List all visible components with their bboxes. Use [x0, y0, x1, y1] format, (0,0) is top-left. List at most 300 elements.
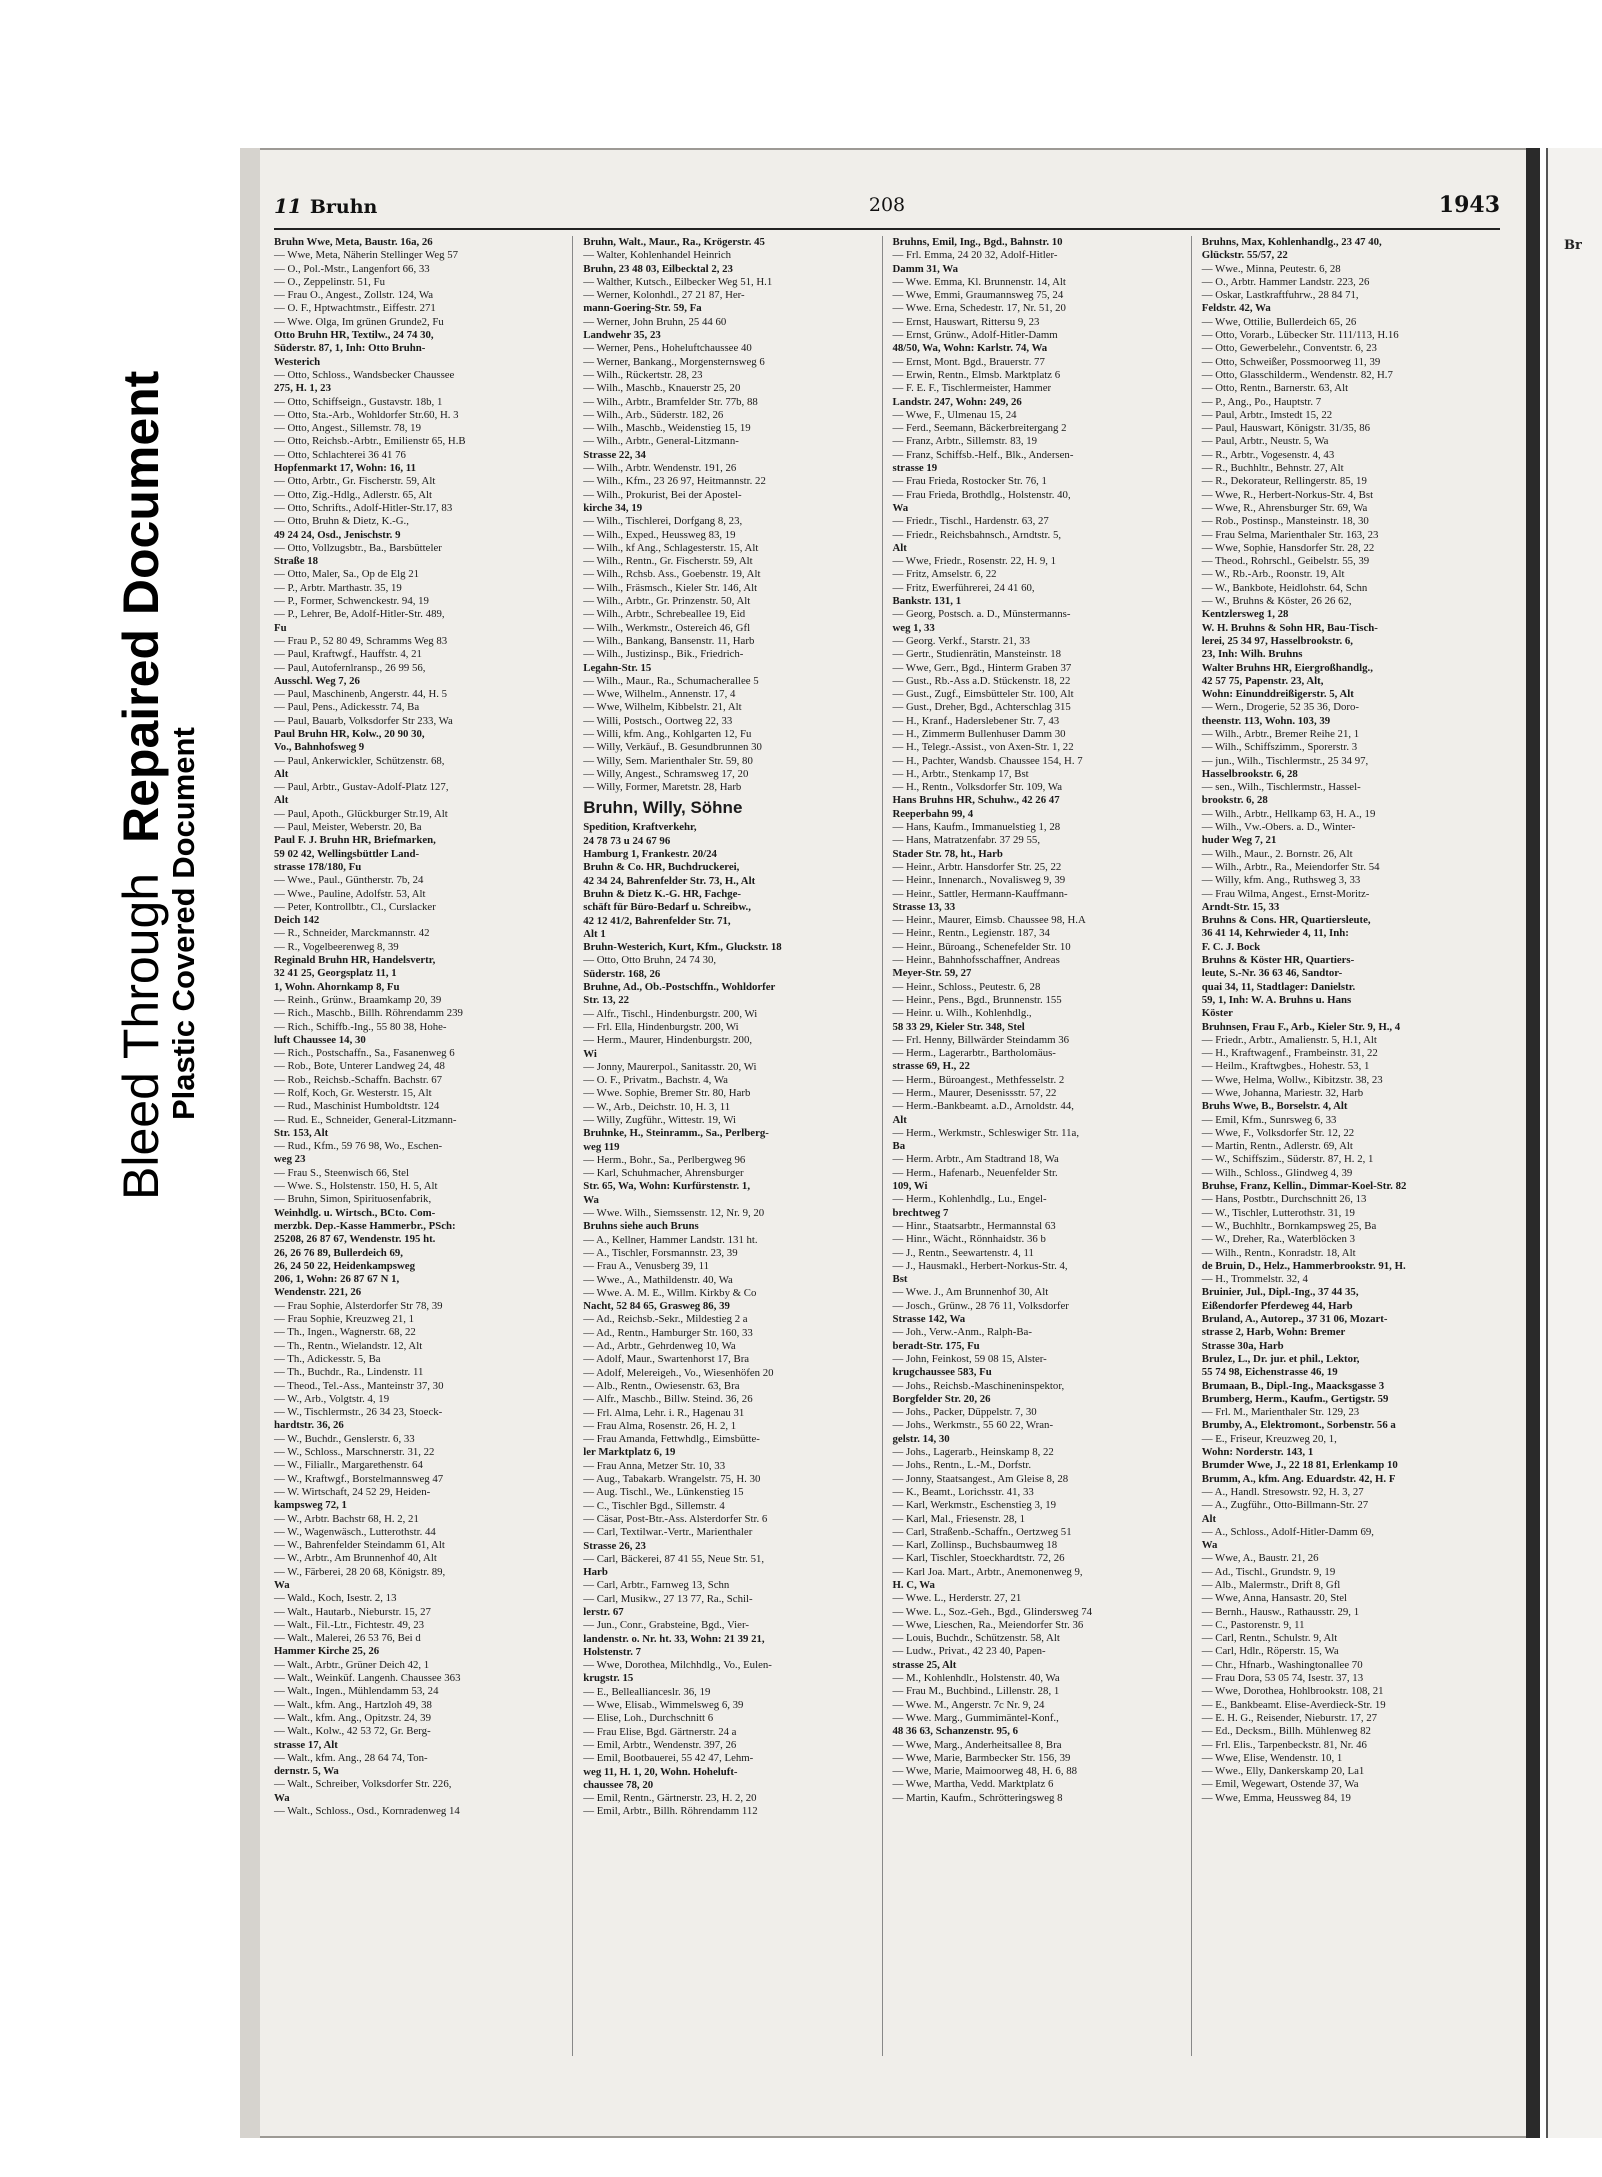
directory-entry: 275, H. 1, 23 [274, 382, 331, 395]
directory-entry: — Otto, Schloss., Wandsbecker Chaussee [274, 368, 455, 381]
directory-entry: — Rich., Maschb., Billh. Röhrendamm 239 [274, 1007, 463, 1020]
directory-entry: — Paul, Bauarb, Volksdorfer Str 233, Wa [274, 714, 453, 727]
directory-entry: — W., Arbtr. Bachstr 68, H. 2, 21 [274, 1512, 419, 1525]
directory-entry: — Gertr., Studienrätin, Mansteinstr. 18 [892, 648, 1062, 661]
directory-entry: krugstr. 15 [583, 1672, 634, 1685]
directory-entry: — Wilh., Prokurist, Bei der Apostel- [583, 488, 742, 501]
directory-entry: 24 78 73 u 24 67 96 [583, 834, 671, 847]
directory-entry: — Georg, Postsch. a. D., Münstermanns- [892, 608, 1071, 621]
directory-entry: — Wwe, Sophie, Hansdorfer Str. 28, 22 [1201, 541, 1375, 554]
directory-entry: — W., Arbtr., Am Brunnenhof 40, Alt [274, 1552, 437, 1565]
directory-entry: Bruhn, 23 48 03, Eilbecktal 2, 23 [583, 262, 733, 275]
directory-entry: Bruhn & Dietz K.-G. HR, Fachge- [583, 887, 741, 900]
directory-entry: — Otto, Angest., Sillemstr. 78, 19 [274, 422, 421, 435]
directory-entry: — Willy, Angest., Schramsweg 17, 20 [583, 767, 749, 780]
directory-entry: — Wilh., Schiffszimm., Sporerstr. 3 [1201, 741, 1358, 754]
directory-entry: Bruhnke, H., Steinramm., Sa., Perlberg- [583, 1127, 769, 1140]
directory-entry: — Herm., Maurer, Desenissstr. 57, 22 [892, 1087, 1057, 1099]
directory-entry: — Elise, Loh., Durchschnitt 6 [583, 1712, 714, 1725]
directory-entry: — Walt., Arbtr., Grüner Deich 42, 1 [274, 1658, 430, 1671]
directory-entry: — Otto, Zig.-Hdlg., Adlerstr. 65, Alt [274, 488, 433, 501]
directory-entry: — Walt., Kolw., 42 53 72, Gr. Berg- [274, 1725, 431, 1738]
directory-entry: — Werner, Pens., Hoheluftchaussee 40 [583, 342, 752, 355]
directory-entry: — W., Schloss., Marschnerstr. 31, 22 [274, 1446, 435, 1459]
directory-entry: — Frau Selma, Marienthaler Str. 163, 23 [1201, 528, 1379, 541]
scan-binding-edge [1526, 148, 1540, 2138]
directory-entry: — W., Bankbote, Heidlohstr. 64, Schn [1201, 581, 1368, 594]
directory-entry: Brumm, A., kfm. Ang. Eduardstr. 42, H. F [1201, 1472, 1396, 1485]
directory-entry: — jun., Wilh., Tischlermstr., 25 34 97, [1201, 754, 1369, 767]
directory-entry: — Rich., Postschaffn., Sa., Fasanenweg 6 [274, 1047, 455, 1060]
directory-entry: — Wwe., A., Mathildenstr. 40, Wa [583, 1273, 733, 1286]
directory-entry: — Wilh., Tischlerei, Dorfgang 8, 23, [583, 515, 743, 528]
directory-entry: Strasse 142, Wa [892, 1313, 966, 1326]
directory-entry: — Wwe., Elly, Dankerskamp 20, La1 [1201, 1765, 1365, 1778]
directory-entry: 55 74 98, Eichenstrasse 46, 19 [1201, 1366, 1338, 1379]
directory-entry: — Paul, Maschinenb, Angerstr. 44, H. 5 [274, 688, 448, 701]
directory-entry: Wa [274, 1578, 290, 1591]
directory-entry: — E., Belleallianceslr. 36, 19 [583, 1685, 711, 1698]
directory-entry: theenstr. 113, Wohn. 103, 39 [1201, 714, 1331, 727]
directory-entry: — Wwe, Elisab., Wimmelsweg 6, 39 [583, 1699, 744, 1712]
directory-entry: Hopfenmarkt 17, Wohn: 16, 11 [274, 462, 416, 475]
directory-entry: — Th., Adickesstr. 5, Ba [274, 1352, 381, 1365]
directory-entry: — O. F., Privatm., Bachstr. 4, Wa [583, 1074, 728, 1087]
side-label-bleed-through: Bleed Through Repaired Document [113, 370, 169, 1200]
directory-entry: Arndt-Str. 15, 33 [1201, 900, 1280, 913]
directory-entry: — H., Pachter, Wandsb. Chaussee 154, H. 7 [892, 754, 1083, 767]
directory-entry: — Otto, Arbtr., Gr. Fischerstr. 59, Alt [274, 475, 436, 488]
directory-entry: Wohn: Einunddreißigerstr. 5, Alt [1201, 688, 1354, 701]
directory-entry: — Ad., Arbtr., Gehrdenweg 10, Wa [583, 1340, 736, 1353]
side-label-plastic-covered: Plastic Covered Document [166, 727, 201, 1120]
directory-entry: — Walther, Kutsch., Eilbecker Weg 51, H.1 [583, 275, 773, 288]
directory-entry: Hammer Kirche 25, 26 [274, 1645, 380, 1658]
directory-entry: krugchaussee 583, Fu [892, 1366, 992, 1379]
adjacent-page-edge [1546, 148, 1602, 2138]
directory-entry: — W., Färberei, 28 20 68, Königstr. 89, [274, 1565, 446, 1578]
directory-entry: Straße 18 [274, 555, 319, 568]
directory-entry: — Frau Amanda, Fettwhdlg., Eimsbütte- [583, 1433, 760, 1446]
directory-entry: — Ad., Reichsb.-Sekr., Mildestieg 2 a [583, 1313, 748, 1326]
directory-entry: Alt 1 [583, 927, 606, 940]
directory-entry: — Peter, Kontrollbtr., Cl., Curslacker [274, 900, 436, 913]
directory-entry: — Herm., Kohlenhdlg., Lu., Engel- [892, 1193, 1047, 1206]
directory-entry: — Wilh., Arbtr., Bramfelder Str. 77b, 88 [583, 395, 758, 408]
directory-entry: Landstr. 247, Wohn: 249, 26 [892, 395, 1022, 408]
directory-entry: lerei, 25 34 97, Hasselbrookstr. 6, [1201, 634, 1354, 647]
directory-entry: Hasselbrookstr. 6, 28 [1201, 767, 1298, 780]
directory-entry: — Rich., Schiffb.-Ing., 55 80 38, Hohe- [274, 1020, 447, 1033]
directory-entry: — Otto, Schlachterei 36 41 76 [274, 448, 406, 461]
directory-entry: 109, Wi [892, 1180, 928, 1193]
directory-entry: — Herm., Werkmstr., Schleswiger Str. 11a, [892, 1126, 1080, 1139]
header-rule [274, 228, 1500, 230]
directory-entry: — Carl, Arbtr., Farnweg 13, Schn [583, 1579, 730, 1592]
directory-entry: strasse 69, H., 22 [892, 1060, 970, 1073]
directory-entry: — Heinr., Innenarch., Novalisweg 9, 39 [892, 874, 1066, 887]
directory-entry: — Emil, Rentn., Gärtnerstr. 23, H. 2, 20 [583, 1792, 757, 1805]
directory-entry: — Wwe, Marie, Maimoorweg 48, H. 6, 88 [892, 1765, 1078, 1778]
directory-entry: — Jun., Conr., Grabsteine, Bgd., Vier- [583, 1619, 749, 1632]
directory-entry: Brumaan, B., Dipl.-Ing., Maacksgasse 3 [1201, 1379, 1385, 1392]
directory-entry: — Karl, Werkmstr., Eschenstieg 3, 19 [892, 1499, 1057, 1512]
directory-entry: — Heinr., Rentn., Legienstr. 187, 34 [892, 927, 1050, 940]
directory-entry: Bankstr. 131, 1 [892, 595, 962, 608]
directory-entry: — O., Pol.-Mstr., Langenfort 66, 33 [274, 262, 430, 275]
directory-entry: — Paul, Arbtr., Neustr. 5, Wa [1201, 435, 1329, 448]
directory-entry: — Rud. E., Schneider, General-Litzmann- [274, 1113, 457, 1126]
directory-entry: — Heinr., Schloss., Peutestr. 6, 28 [892, 980, 1041, 993]
directory-entry: strasse 25, Alt [892, 1658, 957, 1671]
directory-entry: — W., Bruhns & Köster, 26 26 62, [1201, 595, 1352, 608]
directory-entry: — Wwe, Emmi, Graumannsweg 75, 24 [892, 289, 1064, 302]
directory-entry: — Chr., Hfnarb., Washingtonallee 70 [1201, 1658, 1363, 1671]
directory-entry: Eißendorfer Pferdeweg 44, Harb [1201, 1299, 1353, 1312]
directory-entry: — Wilh., Arbtr., Ra., Meiendorfer Str. 54 [1201, 860, 1380, 873]
directory-entry: — Karl, Schuhmacher, Ahrensburger [583, 1167, 744, 1180]
directory-entry: — Otto, Schrifts., Adolf-Hitler-Str.17, 83 [274, 501, 453, 514]
directory-entry: Wi [583, 1047, 597, 1060]
directory-entry: — Heinr., Büroang., Schenefelder Str. 10 [892, 940, 1071, 953]
directory-entry: — Ad., Tischl., Grundstr. 9, 19 [1201, 1565, 1336, 1578]
directory-entry: Strasse 30a, Harb [1201, 1339, 1284, 1352]
directory-entry: — Otto, Vollzugsbtr., Ba., Barsbütteler [274, 541, 442, 554]
directory-entry: — Paul, Kraftwgf., Hauffstr. 4, 21 [274, 648, 422, 661]
directory-entry: — P., Ang., Po., Hauptstr. 7 [1201, 395, 1322, 408]
directory-entry: — Walt., Schloss., Osd., Kornradenweg 14 [274, 1805, 460, 1818]
directory-entry: Bruhns & Köster HR, Quartiers- [1201, 954, 1355, 967]
directory-entry: 58 33 29, Kieler Str. 348, Stel [892, 1020, 1025, 1033]
directory-entry: — Wwe. L., Herderstr. 27, 21 [892, 1592, 1022, 1605]
directory-entry: — Alfr., Maschb., Billw. Steind. 36, 26 [583, 1393, 753, 1406]
directory-entry: Köster [1201, 1007, 1233, 1020]
directory-entry: — Walt., Schreiber, Volksdorfer Str. 226, [274, 1778, 452, 1791]
directory-entry: — Rolf, Koch, Gr. Westerstr. 15, Alt [274, 1087, 432, 1099]
directory-entry: Bruhn, Walt., Maur., Ra., Krögerstr. 45 [583, 236, 765, 248]
side-label-svg [113, 300, 201, 1200]
directory-entry: huder Weg 7, 21 [1201, 834, 1277, 847]
side-label-block [113, 300, 201, 1200]
directory-entry: — Frau O., Angest., Zollstr. 124, Wa [274, 289, 434, 302]
directory-columns [274, 236, 1500, 2056]
directory-entry: 206, 1, Wohn: 26 87 67 N 1, [274, 1273, 400, 1286]
directory-entry: — Wwe, F., Ulmenau 15, 24 [892, 408, 1017, 421]
directory-entry: 26, 26 76 89, Bullerdeich 69, [274, 1246, 403, 1259]
directory-column-4 [1202, 236, 1500, 2056]
directory-entry: — Wwe. A. M. E., Willm. Kirkby & Co [583, 1286, 757, 1299]
directory-entry: — A., Kellner, Hammer Landstr. 131 ht. [583, 1233, 758, 1246]
directory-entry: Brumberg, Herm., Kaufm., Gertigstr. 59 [1201, 1392, 1389, 1405]
directory-entry: — O., Arbtr. Hammer Landstr. 223, 26 [1201, 275, 1370, 288]
directory-entry: Brumby, A., Elektromont., Sorbenstr. 56 a [1201, 1419, 1396, 1432]
directory-entry: — W., Buchhltr., Bornkampsweg 25, Ba [1201, 1219, 1377, 1232]
directory-entry: — Paul, Pens., Adickesstr. 74, Ba [274, 701, 420, 714]
directory-entry: Glückstr. 55/57, 22 [1201, 249, 1288, 262]
directory-entry: — Johs., Rentn., L.-M., Dorfstr. [892, 1459, 1032, 1472]
directory-entry: — Heinr., Bahnhofsschaffner, Andreas [892, 954, 1060, 967]
directory-entry: — Carl, Musikw., 27 13 77, Ra., Schil- [583, 1592, 753, 1605]
directory-entry: 48 36 63, Schanzenstr. 95, 6 [892, 1725, 1019, 1738]
directory-entry: — Paul, Apoth., Glückburger Str.19, Alt [274, 807, 448, 820]
directory-entry: — Frau S., Steenwisch 66, Stel [274, 1166, 409, 1179]
directory-entry: Bruland, A., Autorep., 37 31 06, Mozart- [1201, 1313, 1388, 1326]
directory-entry: — Johs., Lagerarb., Heinskamp 8, 22 [892, 1446, 1054, 1459]
directory-entry: — Ad., Rentn., Hamburger Str. 160, 33 [583, 1326, 753, 1339]
directory-entry: Bruhse, Franz, Kellin., Dimmar-Koel-Str. 82 [1201, 1180, 1407, 1193]
directory-entry: Bruhns siehe auch Bruns [583, 1220, 699, 1233]
directory-entry: — Carl, Bäckerei, 87 41 55, Neue Str. 51, [583, 1552, 765, 1565]
directory-entry: — Alb., Rentn., Owiesenstr. 63, Bra [583, 1379, 740, 1392]
directory-entry: hardtstr. 36, 26 [274, 1419, 344, 1432]
directory-entry: — Frau Dora, 53 05 74, Isestr. 37, 13 [1201, 1672, 1364, 1685]
directory-entry: — Werner, Bankang., Morgensternsweg 6 [583, 355, 765, 368]
directory-entry: — Bernh., Hausw., Rathausstr. 29, 1 [1201, 1605, 1360, 1618]
directory-entry: — Adolf, Melereigeh., Vo., Wiesenhöfen 20 [583, 1366, 774, 1379]
directory-entry: 25208, 26 87 67, Wendenstr. 195 ht. [274, 1233, 436, 1246]
directory-entry: — Wilh., Rentn., Konradstr. 18, Alt [1201, 1246, 1356, 1259]
directory-entry: — W., Wagenwäsch., Lutterothstr. 44 [274, 1525, 436, 1538]
directory-entry: — Adolf, Maur., Swartenhorst 17, Bra [583, 1353, 750, 1366]
directory-year: 1943 [1438, 192, 1500, 218]
directory-entry: — Ed., Decksm., Billh. Mühlenweg 82 [1201, 1725, 1371, 1738]
directory-entry: — A., Tischler, Forsmannstr. 23, 39 [583, 1246, 738, 1259]
directory-entry: strasse 19 [892, 462, 938, 475]
directory-entry: Reeperbahn 99, 4 [892, 807, 974, 820]
directory-entry: — Frau Wilma, Angest., Ernst-Moritz- [1201, 887, 1370, 900]
directory-entry: Wa [274, 1791, 290, 1804]
directory-entry: — Walt., kfm. Ang., Hartzloh 49, 38 [274, 1698, 432, 1711]
directory-entry: — Wwe, Marie, Barmbecker Str. 156, 39 [892, 1751, 1071, 1764]
directory-entry: — Friedr., Tischl., Hardenstr. 63, 27 [892, 515, 1049, 528]
directory-entry: Wendenstr. 221, 26 [274, 1286, 362, 1299]
directory-entry: — O. F., Hptwachtmstr., Eiffestr. 271 [274, 302, 436, 315]
directory-entry: — Frau Elise, Bgd. Gärtnerstr. 24 a [583, 1725, 737, 1738]
directory-entry: — Herm.-Bankbeamt. a.D., Arnoldstr. 44, [892, 1100, 1074, 1113]
directory-entry: schäft für Büro-Bedarf u. Schreibw., [583, 901, 751, 914]
directory-entry: — Wwe, Johanna, Mariestr. 32, Harb [1201, 1087, 1364, 1099]
directory-entry: — Wwe, R., Herbert-Norkus-Str. 4, Bst [1201, 488, 1374, 501]
directory-entry: chaussee 78, 20 [583, 1778, 654, 1791]
directory-entry: — O., Zeppelinstr. 51, Fu [274, 275, 385, 288]
directory-entry: weg 119 [583, 1140, 620, 1153]
directory-entry: — Ernst, Hauswart, Rittersu 9, 23 [892, 315, 1040, 328]
directory-entry: kampsweg 72, 1 [274, 1499, 347, 1512]
directory-entry: — Paul, Hauswart, Königstr. 31/35, 86 [1201, 422, 1370, 435]
directory-entry: Harb [583, 1566, 608, 1579]
directory-entry: — Hans, Kaufm., Immanuelstieg 1, 28 [892, 821, 1061, 834]
directory-entry: Bruhne, Ad., Ob.-Postschffn., Wohldorfer [583, 981, 776, 994]
directory-entry: Süderstr. 87, 1, Inh: Otto Bruhn- [274, 342, 426, 355]
directory-entry: — Fritz, Amselstr. 6, 22 [892, 568, 997, 581]
directory-entry: — Willy, kfm. Ang., Ruthsweg 3, 33 [1201, 874, 1361, 887]
directory-entry: F. C. J. Bock [1201, 940, 1261, 953]
directory-entry: — Walt., Weinküf. Langenh. Chaussee 363 [274, 1672, 461, 1685]
directory-entry: — Willi, kfm. Ang., Kohlgarten 12, Fu [583, 727, 752, 740]
directory-entry: — Wwe. Marg., Gummimäntel-Konf., [892, 1711, 1059, 1724]
directory-entry: — Ernst, Mont. Bgd., Brauerstr. 77 [892, 355, 1045, 368]
directory-entry: Süderstr. 168, 26 [583, 967, 661, 980]
directory-entry: Strasse 22, 34 [583, 448, 646, 461]
directory-entry: landenstr. o. Nr. ht. 33, Wohn: 21 39 21, [583, 1632, 765, 1645]
directory-entry: — Karl, Tischler, Stoeckhardtstr. 72, 26 [892, 1552, 1065, 1565]
directory-entry: — Wwe, Friedr., Rosenstr. 22, H. 9, 1 [892, 555, 1057, 568]
directory-entry: Bruhs Wwe, B., Borselstr. 4, Alt [1201, 1100, 1348, 1113]
directory-entry: — Carl, Hdlr., Röperstr. 15, Wa [1201, 1645, 1339, 1658]
directory-entry: — Frl. M., Marienthaler Str. 129, 23 [1201, 1406, 1360, 1419]
directory-entry: — Frau P., 52 80 49, Schramms Weg 83 [274, 634, 448, 647]
directory-entry: 59 02 42, Wellingsbüttler Land- [274, 847, 420, 860]
directory-entry: — Wwe, Anna, Hansastr. 20, Stel [1201, 1592, 1347, 1605]
directory-entry: leute, S.-Nr. 36 63 46, Sandtor- [1201, 967, 1343, 980]
directory-entry: — sen., Wilh., Tischlermstr., Hassel- [1201, 781, 1361, 794]
directory-entry: — Wwe. J., Am Brunnenhof 30, Alt [892, 1286, 1049, 1299]
directory-entry: — Wwe, Ottilie, Bullerdeich 65, 26 [1201, 315, 1357, 328]
directory-entry: — Herm. Arbtr., Am Stadtrand 18, Wa [892, 1153, 1059, 1166]
directory-entry: — Wwe. S., Holstenstr. 150, H. 5, Alt [274, 1180, 438, 1193]
directory-entry: — Frau Anna, Metzer Str. 10, 33 [583, 1459, 726, 1472]
directory-entry: — Frau Frieda, Brothdlg., Holstenstr. 40, [892, 488, 1071, 501]
directory-entry: strasse 17, Alt [274, 1738, 338, 1751]
directory-entry: — Frau A., Venusberg 39, 11 [583, 1260, 710, 1273]
directory-entry: — Carl, Straßenb.-Schaffn., Oertzweg 51 [892, 1525, 1072, 1538]
directory-entry: — Wwe, Marg., Anderheitsallee 8, Bra [892, 1738, 1062, 1751]
directory-entry: — Willy, Verkäuf., B. Gesundbrunnen 30 [583, 741, 762, 754]
directory-entry: — Emil, Arbtr., Billh. Röhrendamm 112 [583, 1805, 758, 1818]
directory-entry: — Hinr., Wächt., Rönnhaidstr. 36 b [892, 1233, 1046, 1246]
directory-entry: — Otto, Glasschilderm., Wendenstr. 82, H.7 [1201, 368, 1393, 381]
directory-entry: brookstr. 6, 28 [1201, 794, 1268, 807]
directory-entry: — Wwe, Dorothea, Hohlbrookstr. 108, 21 [1201, 1685, 1384, 1698]
directory-entry: — Paul, Autofernlransp., 26 99 56, [274, 661, 426, 674]
directory-entry: — Frl. Henny, Billwärder Steindamm 36 [892, 1033, 1070, 1046]
directory-entry: — W., Arb., Volgtstr. 4, 19 [274, 1392, 390, 1405]
directory-entry: — Wwe., Pauline, Adolfstr. 53, Alt [274, 887, 426, 900]
directory-entry: — Jonny, Maurerpol., Sanitasstr. 20, Wi [583, 1060, 757, 1073]
directory-entry: ler Marktplatz 6, 19 [583, 1446, 676, 1459]
directory-entry: — E., Friseur, Kreuzweg 20, 1, [1201, 1432, 1337, 1445]
directory-entry: — Willy, Former, Maretstr. 28, Harb [583, 781, 742, 794]
directory-entry: — Alb., Malermstr., Drift 8, Gfl [1201, 1578, 1341, 1591]
directory-entry: — W., Rb.-Arb., Roonstr. 19, Alt [1201, 568, 1345, 581]
directory-entry: lerstr. 67 [583, 1605, 624, 1618]
directory-entry: — Wilh., Arbtr., Gr. Prinzenstr. 50, Alt [583, 595, 751, 608]
directory-entry: — Otto, Otto Bruhn, 24 74 30, [583, 954, 717, 967]
directory-entry: — Paul, Arbtr., Gustav-Adolf-Platz 127, [274, 781, 449, 794]
directory-entry: — W., Filiallr., Margarethenstr. 64 [274, 1459, 423, 1472]
directory-entry: Bruhn-Westerich, Kurt, Kfm., Gluckstr. 18 [583, 941, 782, 954]
directory-entry: — Aug., Tabakarb. Wrangelstr. 75, H. 30 [583, 1473, 761, 1486]
directory-entry: de Bruin, D., Helz., Hammerbrookstr. 91, H. [1201, 1259, 1406, 1272]
directory-entry: — W., Buchdr., Genslerstr. 6, 33 [274, 1432, 415, 1445]
directory-entry: — Hinr., Staatsarbtr., Hermannstal 63 [892, 1219, 1056, 1232]
directory-entry: — Wwe, Wilhelm, Kibbelstr. 21, Alt [583, 701, 742, 714]
directory-entry: — E., Bankbeamt. Elise-Averdieck-Str. 19 [1201, 1698, 1386, 1711]
directory-column-2 [583, 236, 882, 2056]
directory-entry: — Franz, Arbtr., Sillemstr. 83, 19 [892, 435, 1038, 448]
directory-entry: — M., Kohlenhdlr., Holstenstr. 40, Wa [892, 1672, 1060, 1685]
directory-entry: — W., Tischlermstr., 26 34 23, Stoeck- [274, 1406, 443, 1419]
directory-entry: — Wilh., Fräsmsch., Kieler Str. 146, Alt [583, 581, 758, 594]
directory-entry: — K., Beamt., Lorichsstr. 41, 33 [892, 1485, 1034, 1498]
directory-entry: — Wwe. Erna, Schedestr. 17, Nr. 51, 20 [892, 302, 1066, 315]
directory-entry: — Emil, Kfm., Sunrsweg 6, 33 [1201, 1113, 1337, 1126]
directory-entry: — F. E. F., Tischlermeister, Hammer [892, 382, 1052, 395]
directory-entry: — Wilh., Exped., Heussweg 83, 19 [583, 528, 736, 541]
directory-entry: Bruhns & Cons. HR, Quartiersleute, [1201, 914, 1371, 927]
directory-entry: — John, Feinkost, 59 08 15, Alster- [892, 1352, 1047, 1365]
page-number: 208 [868, 194, 906, 216]
directory-entry: — Frau M., Buchbind., Lillenstr. 28, 1 [892, 1685, 1060, 1698]
directory-entry: — Martin, Kaufm., Schrötteringsweg 8 [892, 1791, 1063, 1804]
directory-entry: — Wern., Drogerie, 52 35 36, Doro- [1201, 701, 1360, 714]
directory-entry: — Frl. Elis., Tarpenbeckstr. 81, Nr. 46 [1201, 1738, 1367, 1751]
directory-entry: Kentzlersweg 1, 28 [1201, 608, 1289, 621]
directory-entry: — Wilh., Werkmstr., Ostereich 46, Gfl [583, 621, 751, 634]
directory-entry: — H., Zimmerm Bullenhuser Damm 30 [892, 727, 1066, 740]
directory-entry: — Theod., Tel.-Ass., Manteinstr 37, 30 [274, 1379, 444, 1392]
directory-entry: quai 34, 11, Stadtlager: Danielstr. [1201, 980, 1356, 993]
directory-entry: — P., Arbtr. Marthastr. 35, 19 [274, 581, 402, 594]
directory-entry: — W., Bahrenfelder Steindamm 61, Alt [274, 1539, 445, 1552]
directory-entry: — Wwe, Gerr., Bgd., Hinterm Graben 37 [892, 661, 1072, 674]
directory-entry: — Wwe., Minna, Peutestr. 6, 28 [1201, 262, 1341, 275]
directory-entry: — Hans, Matratzenfabr. 37 29 55, [892, 834, 1041, 847]
directory-entry: — Alfr., Tischl., Hindenburgstr. 200, Wi [583, 1007, 758, 1020]
directory-entry: — Emil, Arbtr., Wendenstr. 397, 26 [583, 1738, 737, 1751]
directory-entry: — Wilh., Justizinsp., Bik., Friedrich- [583, 648, 744, 661]
directory-entry: weg 11, H. 1, 20, Wohn. Hoheluft- [583, 1765, 738, 1778]
directory-entry: — Willy, Zugführ., Wittestr. 19, Wi [583, 1114, 736, 1126]
directory-entry: — Wwe, Dorothea, Milchhdlg., Vo., Eulen- [583, 1659, 772, 1672]
directory-column-1 [274, 236, 573, 2056]
scanned-directory-page [240, 148, 1540, 2138]
directory-entry: — W., Dreher, Ra., Waterblöcken 3 [1201, 1233, 1355, 1246]
directory-entry: Hamburg 1, Frankestr. 20/24 [583, 848, 717, 861]
directory-entry: — Wwe. Wilh., Siemssenstr. 12, Nr. 9, 20 [583, 1207, 765, 1220]
directory-entry: — Heinr., Sattler, Hermann-Kauffmann- [892, 887, 1068, 900]
directory-entry: Paul F. J. Bruhn HR, Briefmarken, [274, 834, 436, 847]
directory-entry: — Wwe, Emma, Heussweg 84, 19 [1201, 1791, 1351, 1804]
directory-entry: — Walt., Hautarb., Nieburstr. 15, 27 [274, 1605, 431, 1618]
directory-entry: — Paul, Meister, Weberstr. 20, Ba [274, 821, 422, 834]
directory-entry: — Wilh., Arbtr. Wendenstr. 191, 26 [583, 462, 737, 475]
directory-entry: — Wilh., Maur., 2. Bornstr. 26, Alt [1201, 847, 1353, 860]
directory-entry: — Ludw., Privat., 42 23 40, Papen- [892, 1645, 1046, 1658]
directory-entry: — Wwe, Helma, Wollw., Kibitzstr. 38, 23 [1201, 1073, 1383, 1086]
directory-entry: — Heinr., Pens., Bgd., Brunnenstr. 155 [892, 993, 1062, 1006]
directory-entry: — Otto, Schiffseign., Gustavstr. 18b, 1 [274, 395, 443, 408]
directory-entry: — Otto, Maler, Sa., Op de Elg 21 [274, 568, 420, 581]
directory-entry: Bruhns, Emil, Ing., Bgd., Bahnstr. 10 [892, 236, 1063, 248]
directory-entry: — Karl Joa. Mart., Arbtr., Anemonenweg 9, [892, 1565, 1083, 1578]
directory-entry: Fu [274, 621, 287, 634]
directory-entry: — Wilh., Arbtr., Schrebeallee 19, Eid [583, 608, 746, 621]
directory-entry: — Walt., Malerei, 26 53 76, Bei d [274, 1632, 421, 1645]
directory-entry: — Aug. Tischl., We., Lünkenstieg 15 [583, 1486, 744, 1499]
directory-entry: 42 57 75, Papenstr. 23, Alt, [1201, 674, 1324, 687]
directory-entry: H. C, Wa [892, 1578, 935, 1591]
directory-entry: — Erwin, Rentn., Elmsb. Marktplatz 6 [892, 368, 1061, 381]
directory-entry: — Frau Sophie, Alsterdorfer Str 78, 39 [274, 1299, 443, 1312]
directory-entry: Str. 153, Alt [274, 1126, 329, 1139]
directory-entry: — Ernst, Grünw., Adolf-Hitler-Damm [892, 329, 1058, 342]
directory-entry: — Wilh., Maschb., Weidenstieg 15, 19 [583, 422, 751, 435]
directory-entry: — Jonny, Staatsangest., Am Gleise 8, 28 [892, 1472, 1069, 1485]
directory-entry: Stader Str. 78, ht., Harb [892, 847, 1003, 860]
directory-entry: — Werner, Kolonhdl., 27 21 87, Her- [583, 289, 745, 302]
directory-entry: — Rud., Kfm., 59 76 98, Wo., Eschen- [274, 1140, 443, 1153]
